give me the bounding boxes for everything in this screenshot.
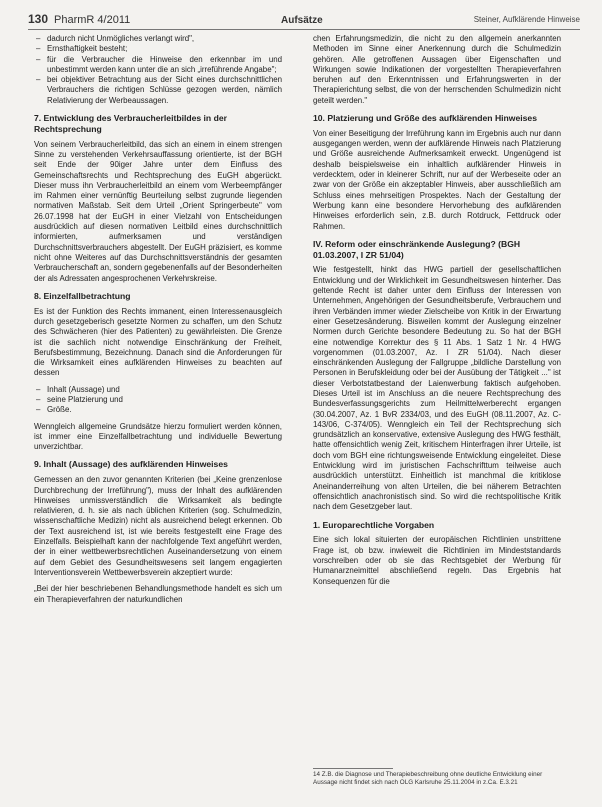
paragraph: Von einer Beseitigung der Irreführung kann im Ergebnis auch nur dann ausgegangen werden, wenn der aufklärende Hinweis nach Platzierung und Größe ausreichende Aufmerksamkeit erweckt. Ungenügend ist deshalb beispielsweise ein inhaltlich aufklärender Hinweis in verdecktem, oder in kleinerer Schrift, nur auf der Werbeseite oder an zwar von der Größe ein akzeptabler Hinweis, aber ausschließlich am Schluss eines mehrseitigen Prospektes. Nach der Gestaltung der Werbung kann eine besondere Hervorhebung des aufklärenden Hinweises erforderlich sein, z.B. durch Rotdruck, Fettdruck oder Rahmen. bbox=[313, 128, 561, 231]
aspects-list bbox=[34, 385, 282, 416]
list-item: – seine Platzierung und bbox=[47, 395, 282, 405]
list-item: – dadurch nicht Unmögliches verlangt wird", bbox=[47, 34, 282, 44]
list-item: – Größe. bbox=[47, 405, 282, 415]
paragraph: Von seinem Verbraucherleitbild, das sich an einem in einem strengen Sinne zu verstehenden Verkehrsauffassung orientierte, ist der BGH seit Ende der 90iger Jahre unter dem Einfluss des Gemeinschaftsrechts und Rechtsprechung des EuGH abgerückt. Dieser muss ihn Verbraucherleitbild an einem vom Werbeempfänger im Rahmen einer vernünftig Beurteilung selbst zugrunde liegenden normativen Maßstab. Seit dem Urteil „Orient Springerbeute" vom 26.07.1998 hat der EuGH in einer Vielzahl von Entscheidungen ausdrücklich auf diesen normativen Leitbild eines durchschnittlich informierten, aufmerksamen und verständigen Durchschnittsverbrauchers abgestellt. Der EuGH präzisiert, es komme nicht ohne Weiteres auf das Durchschnittsverständnis der gesamten Verbraucherschaft an, sondern gegebenenfalls auf der Besonderheiten der als Adressaten angesprochenen Verkehrskreise. bbox=[34, 139, 282, 283]
section-heading: 1. Europarechtliche Vorgaben bbox=[313, 519, 435, 530]
criteria-list bbox=[34, 34, 282, 106]
journal-name: PharmR 4/2011 bbox=[54, 14, 131, 26]
list-item: – bei objektiver Betrachtung aus der Sicht eines durchschnittlichen Verbrauchers die richtigen Schlüsse gezogen werden, nämlich Relativierung der Werbeaussagen. bbox=[47, 75, 282, 106]
section-heading: 9. Inhalt (Aussage) des aufklärenden Hinweises bbox=[34, 459, 228, 470]
section-heading: 10. Platzierung und Größe des aufklärenden Hinweises bbox=[313, 113, 537, 124]
page-number: 130 bbox=[28, 12, 49, 26]
left-column bbox=[34, 34, 282, 611]
list-item: – Inhalt (Aussage) und bbox=[47, 385, 282, 395]
quote-paragraph: chen Erfahrungsmedizin, die nicht zu den allgemein anerkannten Methoden im Sinne einer Anerkennung durch die Schulmedizin gehören. Alle getroffenen Aussagen über Eigenschaften und Wirkungen sowie Indikationen der vorgestellten Therapieverfahren beruhen auf den Erkenntnissen und Erfahrungswerten in der Therapierichtung selbst, die von der herrschenden Schulmedizin nicht geteilt werden." bbox=[313, 34, 561, 105]
right-column bbox=[313, 34, 561, 593]
paragraph: Wenngleich allgemeine Grundsätze hierzu formuliert werden können, ist immer eine Einzelfallbetrachtung und individuelle Bewertung unverzichtbar. bbox=[34, 421, 282, 452]
paragraph: Es ist der Funktion des Rechts immanent, einen Interessenausgleich durch gesetzgeberisch gesetzte Normen zu schaffen, um den Schutz des Schwächeren (hier des Patienten) zu gewährleisten. Die Grenze ist die sachlich nicht notwendige Einschränkung der Freiheit, Berufsbestimmung, Bezeichnung. Danach sind die Anforderungen für die Wirksamkeit eines aufklärenden Hinweises zu beachten auf dessen bbox=[34, 306, 282, 378]
paragraph: Gemessen an den zuvor genannten Kriterien (bei „Keine grenzenlose Durchbrechung der Irreführung"), muss der Inhalt des aufklärenden Hinweises unmissverständlich die Wirksamkeit als bedingte relativieren, d. h. sie als nach üblichen Kriterien (sog. Schulmedizin, wissenschaftliche Medizin) nicht als ausreichend belegt erkennen. Ob der Text ausreichend ist, ist wie bereits festgestellt eine Frage des Einzelfalls. Beispielhaft kann der nachfolgende Text angeführt werden, der in einer wettbewerbsrechtlichen Auseinandersetzung von einem auf dem Gebiet des Gesundheitswesens seit langem engagierten Interventionsverein Wettbewerbsverein akzeptiert wurde: bbox=[34, 475, 282, 577]
section-heading: 8. Einzelfallbetrachtung bbox=[34, 290, 131, 301]
quote-paragraph: „Bei der hier beschriebenen Behandlungsmethode handelt es sich um ein Therapieverfahren der naturkundlichen bbox=[34, 584, 282, 604]
running-title: Steiner, Aufklärende Hinweise bbox=[473, 15, 580, 24]
paragraph: Eine sich lokal situierten der europäischen Richtlinien unstrittene Frage ist, ob bzw. inwieweit die Richtlinien im Mindeststandards vorschreiben oder ob sie das Rechtsgebiet der Werbung für Humanarzneimittel abschließend regeln. Das Ergebnis hat Konsequenzen für die bbox=[313, 535, 561, 586]
paragraph: Wie festgestellt, hinkt das HWG partiell der gesellschaftlichen Entwicklung und der Wirklichkeit im Gesundheitswesen hinterher. Das geltende Recht ist daher unter dem Einfluss der Interessen von Unternehmen, Angehörigen der Gesundheitsberufe, Verbrauchern und ihren Verbänden immer wieder Zielscheibe von Kritik in der Erwartung einer Gesetzesänderung. Bisweilen kommt der Auslegung einzelner Normen durch Gerichte besondere Bedeutung zu. So hat der BGH eine notwendige Korrektur des § 11 Abs. 1 Satz 1 Nr. 4 HWG vorgenommen (01.03.2007, Az. I ZR 51/04). Nach dieser einschränkenden Auslegung der Fallgruppe „bildliche Darstellung von Personen in Berufskleidung oder bei der Ausübung der Tätigkeit ..." ist dieser Verbotstatbestand der Laienwerbung faktisch aufgehoben. Dieses Urteil ist im Anschluss an die neuere Rechtsprechung des Bundesverfassungsgerichts zum Heilmittelwerberecht ergangen (30.04.2007, Az. 1 BvR 2334/03, und des EuGH (08.11.2007, Az. C-143/06, C-374/05). Wenngleich ein Teil der Rechtsprechung sich grundsätzlich an konservative, extensive Auslegung des HWG festhält, hatte offensichtlich wenig Zeit, kritischem Hinterfragen ihrer Urteile, ist doch vom BGH eine richtungsweisende Entwicklung eingeleitet. Diese Entwicklung wird im juristischen Fachschrifttum teilweise auch ausdrücklich unterstützt. Einheitlich ist manchmal die kritiklose Aneinanderreihung von alten Urteilen, die bei näherem Betrachten offensichtlich anachronistisch sind. So wird die rechtspolitische Kritik nach dem Gesetzgeber laut. bbox=[313, 265, 561, 512]
footnote-rule bbox=[313, 768, 393, 769]
header-rule bbox=[28, 29, 580, 30]
page-header bbox=[28, 12, 580, 28]
section-title: Aufsätze bbox=[281, 15, 323, 26]
footnote: 14 Z.B. die Diagnose und Therapiebeschreibung ohne deutliche Entwicklung einer Aussage nicht findet sich nach OLG Karlsruhe 25.11.2004 in z.Ca. E.3.21 bbox=[313, 771, 543, 786]
section-heading: 7. Entwicklung des Verbraucherleitbildes in der Rechtsprechung bbox=[34, 113, 227, 134]
header-left bbox=[28, 12, 130, 26]
list-item: – für die Verbraucher die Hinweise den erkennbar im und unbestimmt werden kann unter die an sich „irreführende Angabe"; bbox=[47, 55, 282, 76]
section-heading: IV. Reform oder einschränkende Auslegung? (BGH 01.03.2007, I ZR 51/04) bbox=[313, 238, 521, 260]
list-item: – Ernsthaftigkeit besteht; bbox=[47, 44, 282, 54]
